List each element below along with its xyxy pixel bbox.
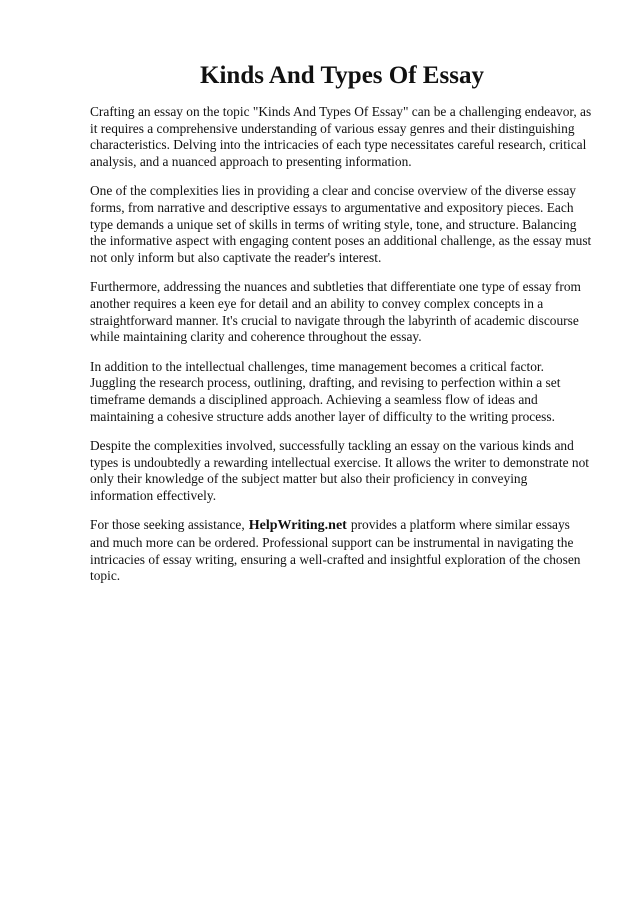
paragraph-6 (90, 517, 592, 584)
paragraph-6-rest: provides a platform where similar essays and much more can be ordered. Professional support can be instrumental in navigating the intricacies of essay writing, ensuring a well-crafted and insightful exploration of the chosen topic. (90, 517, 581, 584)
helpwriting-link[interactable]: HelpWriting.net (248, 518, 347, 534)
paragraph-2: One of the complexities lies in providing a clear and concise overview of the diverse essay forms, from narrative and descriptive essays to argumentative and expository pieces. Each type demands a unique set of skills in terms of writing style, tone, and structure. Balancing the informative aspect with engaging content poses an additional challenge, as the essay must not only inform but also captivate the reader's interest. (90, 183, 592, 265)
paragraph-4: In addition to the intellectual challenges, time management becomes a critical factor. Juggling the research process, outlining, drafting, and revising to perfection within a set timeframe demands a disciplined approach. Achieving a seamless flow of ideas and maintaining a cohesive structure adds another layer of difficulty to the writing process. (90, 358, 561, 424)
document-title: Kinds And Types Of Essay (200, 62, 484, 89)
paragraph-1: Crafting an essay on the topic "Kinds And Types Of Essay" can be a challenging endeavor, as it requires a comprehensive understanding of various essay genres and their distinguishing characteristics. Delving into the intricacies of each type necessitates careful research, critical analysis, and a nuanced approach to presenting information. (90, 104, 592, 169)
paragraph-3: Furthermore, addressing the nuances and subtleties that differentiate one type of essay from another requires a keen eye for detail and an ability to convey complex concepts in a straightforward manner. It's crucial to navigate through the labyrinth of academic discourse while maintaining clarity and coherence throughout the essay. (90, 279, 581, 345)
paragraph-6-intro: For those seeking assistance, (90, 517, 245, 533)
paragraph-5: Despite the complexities involved, successfully tackling an essay on the various kinds and types is undoubtedly a rewarding intellectual exercise. It allows the writer to demonstrate not only their knowledge of the subject matter but also their proficiency in conveying information effectively. (90, 438, 590, 503)
